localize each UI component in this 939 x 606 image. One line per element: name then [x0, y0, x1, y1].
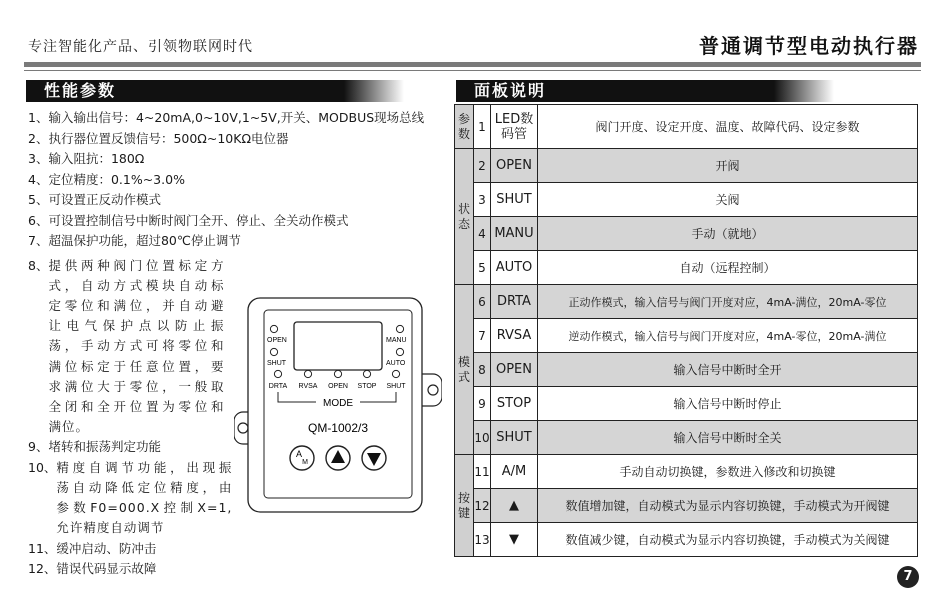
spec-item-10-line: 精度自调节功能，出现振 — [56, 459, 233, 475]
spec-item: 1、输入输出信号：4~20mA,0~10V,1~5V,开关、MODBUS现场总线 — [28, 110, 425, 125]
mode-label-rvsa: RVSA — [298, 383, 318, 390]
row-key: MANU — [491, 217, 538, 251]
mode-open-led-indicator — [334, 370, 341, 377]
row-description: 逆动作模式，输入信号与阀门开度对应，4mA-零位，20mA-满位 — [538, 319, 918, 353]
row-key: ▼ — [491, 523, 538, 557]
spec-item-8-line: 定零位和满位，并自动避 — [48, 297, 225, 313]
row-index: 12 — [474, 489, 491, 523]
spec-item-8-line: 求满位大于零位，一般取 — [48, 378, 225, 394]
row-description: 开阀 — [538, 149, 918, 183]
row-key: AUTO — [491, 251, 538, 285]
spec-item: 4、定位精度：0.1%~3.0% — [28, 171, 185, 187]
spec-item: 7、超温保护功能，超过80℃停止调节 — [28, 233, 241, 248]
header-title: 普通调节型电动执行器 — [699, 34, 919, 58]
spec-item-10-line: 允许精度自动调节 — [56, 520, 165, 536]
row-description: 自动（远程控制） — [538, 251, 918, 285]
mode-label-open: OPEN — [328, 383, 348, 390]
drta-led-indicator — [274, 370, 281, 377]
row-key: DRTA — [491, 285, 538, 319]
up-button[interactable] — [326, 446, 350, 470]
row-key: RVSA — [491, 319, 538, 353]
row-key: LED数码管 — [491, 105, 538, 149]
down-button[interactable] — [362, 446, 386, 470]
table-row — [455, 105, 918, 149]
spec-item-8-line: 全闭和全开位置为零位和 — [48, 398, 225, 414]
row-index: 9 — [474, 387, 491, 421]
open-led-label: OPEN — [267, 337, 287, 344]
table-row — [455, 183, 918, 217]
row-description: 手动自动切换键，参数进入修改和切换键 — [538, 455, 918, 489]
group-label-param: 参数 — [455, 105, 474, 149]
spec-item-8-line: 满位标定于任意位置，要 — [48, 358, 225, 374]
am-button[interactable] — [290, 446, 314, 470]
table-row — [455, 251, 918, 285]
mode-label-drta: DRTA — [268, 383, 288, 390]
row-description: 输入信号中断时全开 — [538, 353, 918, 387]
table-row — [455, 285, 918, 319]
table-row — [455, 387, 918, 421]
spec-item: 2、执行器位置反馈信号：500Ω~10KΩ电位器 — [28, 130, 289, 146]
row-description: 关阀 — [538, 183, 918, 217]
spec-item-10-num: 10、 — [28, 459, 57, 475]
spec-item-8-line: 式，自动方式模块自动标 — [48, 277, 225, 293]
spec-item-8-line: 满位。 — [48, 419, 89, 435]
open-led-indicator — [270, 325, 277, 332]
row-index: 1 — [474, 105, 491, 149]
auto-led-indicator — [396, 348, 403, 355]
group-label-keys: 按键 — [455, 455, 474, 557]
controller-panel-drawing — [234, 296, 442, 516]
group-label-mode: 模式 — [455, 285, 474, 455]
model-number: QM-1002/3 — [307, 421, 369, 435]
row-key: SHUT — [491, 183, 538, 217]
row-index: 11 — [474, 455, 491, 489]
table-row — [455, 421, 918, 455]
page-number-badge: 7 — [897, 566, 919, 588]
spec-item-8-line: 提供两种阀门位置标定方 — [48, 257, 225, 273]
row-index: 7 — [474, 319, 491, 353]
row-description: 输入信号中断时停止 — [538, 387, 918, 421]
spec-item: 9、堵转和振荡判定功能 — [28, 439, 161, 455]
spec-item-10-line: 荡自动降低定位精度，由 — [56, 480, 233, 496]
row-index: 5 — [474, 251, 491, 285]
specs-section-title: 性能参数 — [26, 80, 344, 102]
shut-led-label: SHUT — [267, 360, 287, 367]
spec-item-10-line: 参数F0=000.X控制X=1, — [56, 500, 233, 516]
row-description: 数值减少键，自动模式为显示内容切换键，手动模式为关阀键 — [538, 523, 918, 557]
row-description: 数值增加键，自动模式为显示内容切换键，手动模式为开阀键 — [538, 489, 918, 523]
shut-led-indicator — [270, 348, 277, 355]
table-row — [455, 319, 918, 353]
table-row — [455, 217, 918, 251]
header-rule-thin — [24, 70, 921, 71]
stop-led-indicator — [363, 370, 370, 377]
row-index: 6 — [474, 285, 491, 319]
am-button-label-m: M — [302, 459, 308, 466]
mode-label-shut: SHUT — [386, 383, 406, 390]
row-description: 正动作模式，输入信号与阀门开度对应，4mA-满位，20mA-零位 — [538, 285, 918, 319]
row-index: 2 — [474, 149, 491, 183]
row-index: 10 — [474, 421, 491, 455]
spec-item-8-line: 荡，手动方式可将零位和 — [48, 338, 225, 354]
row-description: 输入信号中断时全关 — [538, 421, 918, 455]
panel-description-table — [454, 104, 918, 557]
panel-section-title: 面板说明 — [456, 80, 774, 102]
table-row — [455, 149, 918, 183]
led-display-window — [294, 322, 382, 370]
row-key: A/M — [491, 455, 538, 489]
spec-item: 5、可设置正反动作模式 — [28, 192, 161, 207]
table-row — [455, 353, 918, 387]
row-key: ▲ — [491, 489, 538, 523]
am-button-label-a: A — [295, 449, 303, 459]
row-key: OPEN — [491, 149, 538, 183]
manu-led-label: MANU — [386, 337, 407, 344]
mode-label-stop: STOP — [357, 383, 377, 390]
row-index: 8 — [474, 353, 491, 387]
spec-item: 12、错误代码显示故障 — [28, 561, 157, 577]
row-key: SHUT — [491, 421, 538, 455]
spec-item: 3、输入阻抗：180Ω — [28, 151, 145, 166]
row-description: 手动（就地） — [538, 217, 918, 251]
spec-item-8-num: 8、 — [28, 257, 49, 273]
spec-item-8-line: 让电气保护点以防止振 — [48, 318, 225, 334]
table-row — [455, 523, 918, 557]
row-index: 13 — [474, 523, 491, 557]
spec-item: 6、可设置控制信号中断时阀门全开、停止、全关动作模式 — [28, 212, 349, 228]
row-key: OPEN — [491, 353, 538, 387]
row-key: STOP — [491, 387, 538, 421]
mode-shut-led-indicator — [392, 370, 399, 377]
row-index: 4 — [474, 217, 491, 251]
rvsa-led-indicator — [304, 370, 311, 377]
manu-led-indicator — [396, 325, 403, 332]
header-rule-thick — [24, 62, 921, 67]
mode-bracket-label: MODE — [323, 398, 353, 409]
auto-led-label: AUTO — [386, 360, 406, 367]
table-row — [455, 489, 918, 523]
row-description: 阀门开度、设定开度、温度、故障代码、设定参数 — [538, 105, 918, 149]
spec-item: 11、缓冲启动、防冲击 — [28, 540, 157, 556]
group-label-state: 状态 — [455, 149, 474, 285]
header-slogan: 专注智能化产品、引领物联网时代 — [28, 39, 253, 55]
row-index: 3 — [474, 183, 491, 217]
table-row — [455, 455, 918, 489]
